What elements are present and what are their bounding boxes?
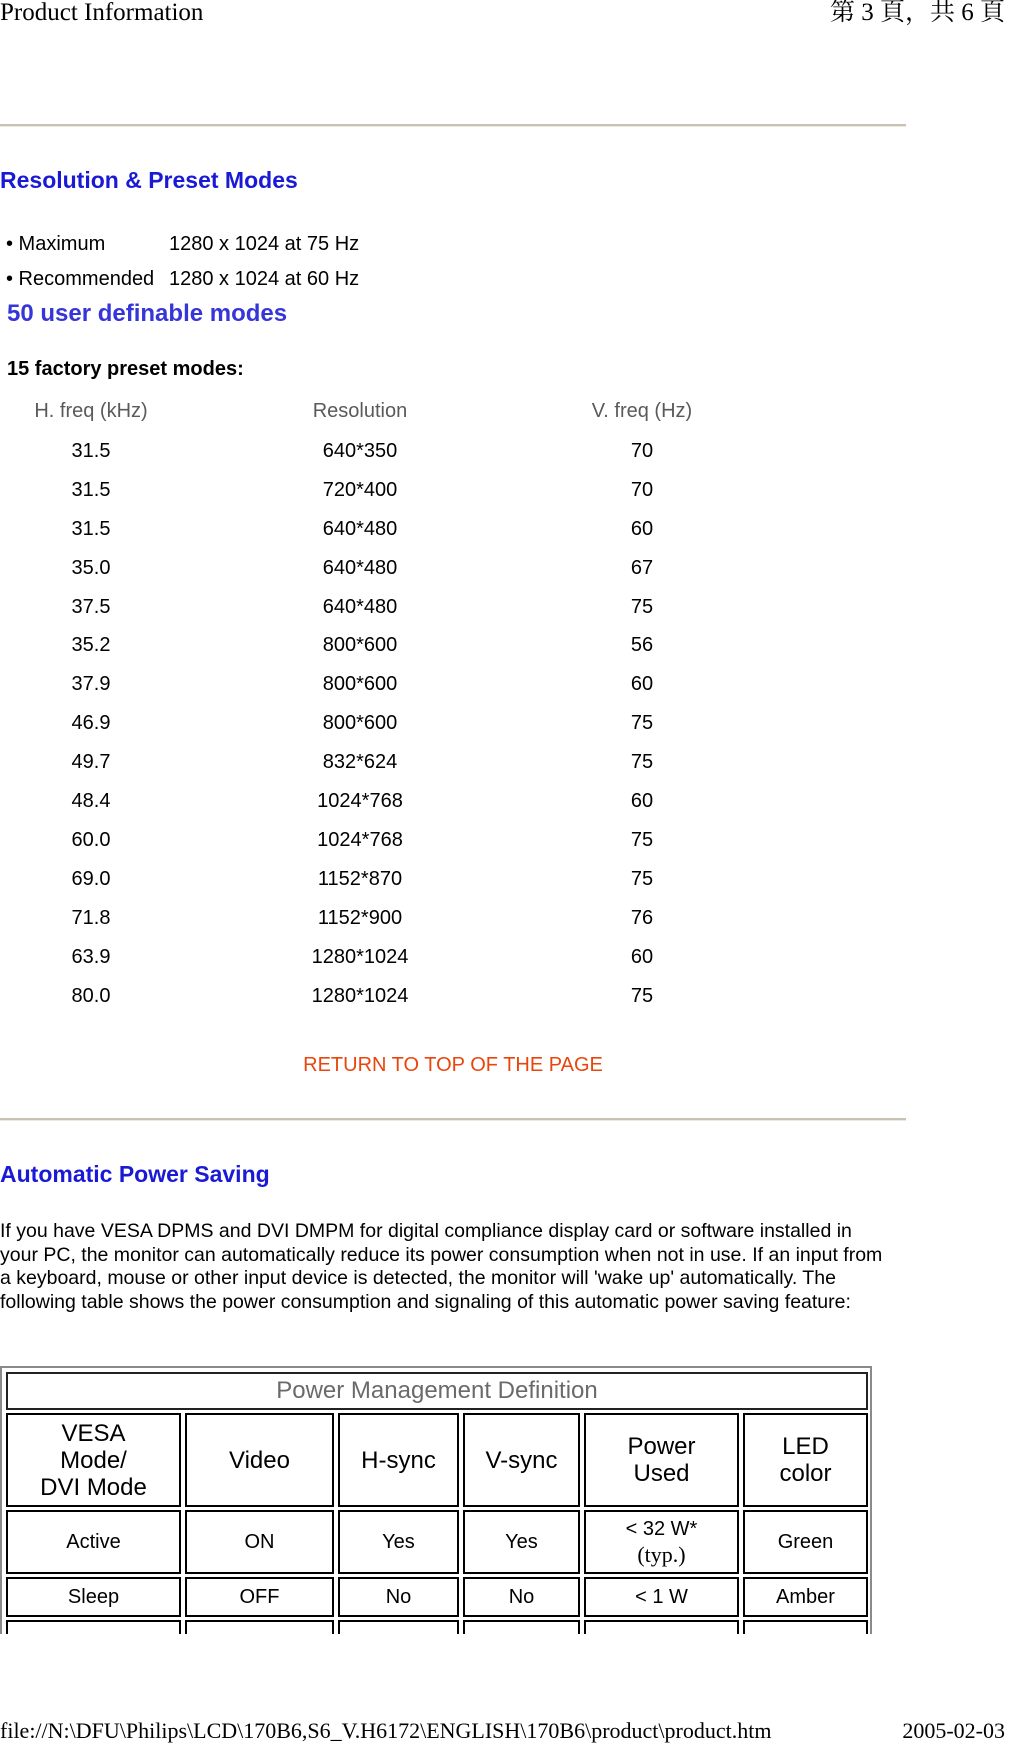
header-led-line2: color [779,1460,832,1487]
preset-mode-row [0,479,900,518]
vfreq-cell: 75 [630,712,654,734]
preset-mode-row [0,712,900,751]
power-management-table [0,1366,872,1634]
header-power-line2: Used [633,1460,690,1487]
resolution-cell: 800*600 [322,712,398,734]
preset-mode-row [0,440,900,479]
hfreq-cell: 63.9 [71,946,111,968]
header-mode-line1: VESA [61,1419,126,1447]
resolution-cell: 640*480 [322,557,398,579]
resolution-cell: 1024*768 [317,790,403,812]
header-video: Video [185,1413,334,1507]
sleep-video-cell: OFF [185,1577,334,1617]
spec-maximum-value: 1280 x 1024 at 75 Hz [169,233,360,255]
hfreq-cell: 31.5 [71,518,111,540]
vfreq-cell: 75 [630,596,654,618]
power-saving-description: If you have VESA DPMS and DVI DMPM for digital compliance display card or software installed in your PC, the monitor can automatically reduce its power consumption when not in use. If an input from a keyboard, mouse or other input device is detected, the monitor will 'wake up' automatically. The following table shows the power consumption and signaling of this automatic power saving feature: [0,1220,883,1313]
hfreq-cell: 48.4 [71,790,111,812]
table-row-cutoff-cell [584,1620,739,1634]
hfreq-cell: 71.8 [71,907,111,929]
vfreq-cell: 70 [630,440,654,462]
header-hsync: H-sync [338,1413,459,1507]
vfreq-cell: 76 [630,907,654,929]
table-row-cutoff-cell [743,1620,868,1634]
hfreq-cell: 69.0 [71,868,111,890]
header-vesa-mode [6,1413,181,1507]
hfreq-cell: 37.5 [71,596,111,618]
hfreq-cell: 80.0 [71,985,111,1007]
hfreq-cell: 60.0 [71,829,111,851]
vfreq-cell: 56 [630,634,654,656]
resolution-section-title: Resolution & Preset Modes [0,167,298,193]
resolution-cell: 1280*1024 [311,985,409,1007]
active-power-line1: < 32 W* [625,1518,698,1540]
hfreq-cell: 49.7 [71,751,111,773]
return-to-top-link[interactable]: RETURN TO TOP OF THE PAGE [303,1054,603,1076]
preset-mode-row [0,868,900,907]
hfreq-cell: 37.9 [71,673,111,695]
resolution-cell: 1024*768 [317,829,403,851]
column-header-hfreq: H. freq (kHz) [34,400,148,422]
vfreq-cell: 75 [630,751,654,773]
sleep-hsync-cell: No [338,1577,459,1617]
active-power-line2: (typ.) [637,1542,686,1567]
active-led-cell: Green [743,1510,868,1574]
hfreq-cell: 35.0 [71,557,111,579]
resolution-cell: 640*480 [322,518,398,540]
table-row-cutoff-cell [185,1620,334,1634]
header-power-used [584,1413,739,1507]
print-header-title: Product Information [0,0,204,26]
column-header-resolution: Resolution [312,400,408,422]
header-led-line1: LED [782,1433,829,1460]
resolution-cell: 1280*1024 [311,946,409,968]
print-footer-path: file://N:\DFU\Philips\LCD\170B6,S6_V.H6172\ENGLISH\170B6\product\product.htm [0,1718,772,1743]
sleep-led-cell: Amber [743,1577,868,1617]
print-footer-date: 2005-02-03 [902,1718,1005,1743]
factory-preset-title: 15 factory preset modes: [7,358,244,380]
vfreq-cell: 75 [630,985,654,1007]
hfreq-cell: 31.5 [71,440,111,462]
table-row-cutoff-cell [6,1620,181,1634]
preset-mode-row [0,557,900,596]
hfreq-cell: 46.9 [71,712,111,734]
preset-mode-row [0,673,900,712]
resolution-cell: 832*624 [322,751,398,773]
spec-maximum-label: • Maximum [6,233,106,255]
vfreq-cell: 75 [630,868,654,890]
vfreq-cell: 60 [630,673,654,695]
user-definable-modes: 50 user definable modes [7,300,288,327]
preset-mode-row [0,751,900,790]
resolution-cell: 640*350 [322,440,398,462]
preset-mode-row [0,790,900,829]
spec-recommended-value: 1280 x 1024 at 60 Hz [169,268,360,290]
sleep-vsync-cell: No [463,1577,580,1617]
active-video-cell: ON [185,1510,334,1574]
preset-mode-row [0,634,900,673]
resolution-cell: 800*600 [322,673,398,695]
section-divider [0,1118,906,1121]
table-row-cutoff-cell [338,1620,459,1634]
active-hsync-cell: Yes [338,1510,459,1574]
resolution-cell: 640*480 [322,596,398,618]
header-mode-line3: DVI Mode [40,1473,147,1501]
header-mode-line2: Mode/ [60,1446,127,1474]
resolution-cell: 1152*870 [317,868,403,890]
vfreq-cell: 70 [630,479,654,501]
print-header-page-indicator: 第 3 頁，共 6 頁 [829,0,1005,26]
column-header-vfreq: V. freq (Hz) [591,400,693,422]
header-vsync: V-sync [463,1413,580,1507]
hfreq-cell: 35.2 [71,634,111,656]
active-power-cell [584,1510,739,1574]
resolution-cell: 800*600 [322,634,398,656]
preset-mode-row [0,985,900,1024]
vfreq-cell: 67 [630,557,654,579]
preset-mode-row [0,596,900,635]
vfreq-cell: 60 [630,518,654,540]
header-led-color [743,1413,868,1507]
resolution-cell: 720*400 [322,479,398,501]
spec-recommended-label: • Recommended [6,268,155,290]
preset-mode-row [0,829,900,868]
sleep-mode-cell: Sleep [6,1577,181,1617]
vfreq-cell: 60 [630,946,654,968]
active-vsync-cell: Yes [463,1510,580,1574]
power-table-title: Power Management Definition [6,1372,868,1410]
vfreq-cell: 60 [630,790,654,812]
hfreq-cell: 31.5 [71,479,111,501]
sleep-power-cell: < 1 W [584,1577,739,1617]
preset-mode-row [0,518,900,557]
resolution-cell: 1152*900 [317,907,403,929]
active-mode-cell: Active [6,1510,181,1574]
preset-mode-row [0,946,900,985]
header-power-line1: Power [627,1433,696,1460]
power-section-title: Automatic Power Saving [0,1161,270,1187]
preset-mode-row [0,907,900,946]
table-row-cutoff-cell [463,1620,580,1634]
section-divider [0,124,906,127]
vfreq-cell: 75 [630,829,654,851]
